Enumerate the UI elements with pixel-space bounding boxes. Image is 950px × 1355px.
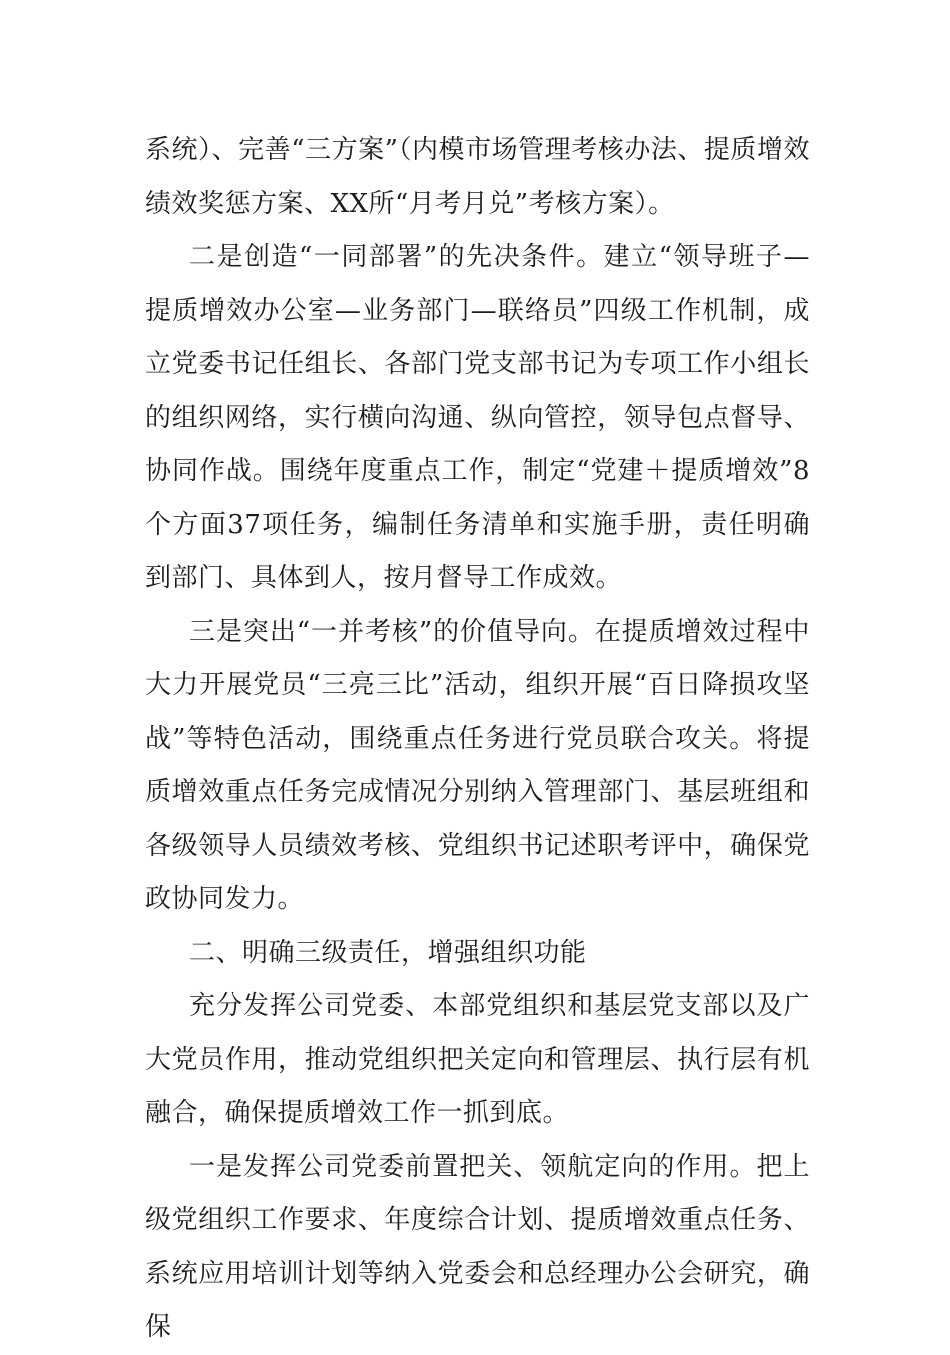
paragraph-5: 充分发挥公司党委、本部党组织和基层党支部以及广大党员作用，推动党组织把关定向和管理层、执行层有机融合，确保提质增效工作一抓到底。 bbox=[145, 991, 810, 1128]
paragraph-2: 二是创造“一同部署”的先决条件。建立“领导班子—提质增效办公室—业务部门—联络员”四级工作机制，成立党委书记任组长、各部门党支部书记为专项工作小组长的组织网络，实行横向沟通、纵向管控，领导包点督导、协同作战。围绕年度重点工作，制定“党建＋提质增效”8个方面37项任务，编制任务清单和实施手册，责任明确到部门、具体到人，按月督导工作成效。 bbox=[145, 242, 810, 593]
paragraph-3: 三是突出“一并考核”的价值导向。在提质增效过程中大力开展党员“三亮三比”活动，组织开展“百日降损攻坚战”等特色活动，围绕重点任务进行党员联合攻关。将提质增效重点任务完成情况分别纳入管理部门、基层班组和各级领导人员绩效考核、党组织书记述职考评中，确保党政协同发力。 bbox=[145, 616, 810, 914]
document-body bbox=[145, 124, 810, 1355]
paragraph-6: 一是发挥公司党委前置把关、领航定向的作用。把上级党组织工作要求、年度综合计划、提质增效重点任务、系统应用培训计划等纳入党委会和总经理办公会研究，确保 bbox=[145, 1151, 810, 1342]
paragraph-1: 系统）、完善“三方案”（内模市场管理考核办法、提质增效绩效奖惩方案、XX所“月考月兑”考核方案）。 bbox=[145, 135, 810, 219]
section-heading: 二、明确三级责任，增强组织功能 bbox=[189, 937, 587, 968]
